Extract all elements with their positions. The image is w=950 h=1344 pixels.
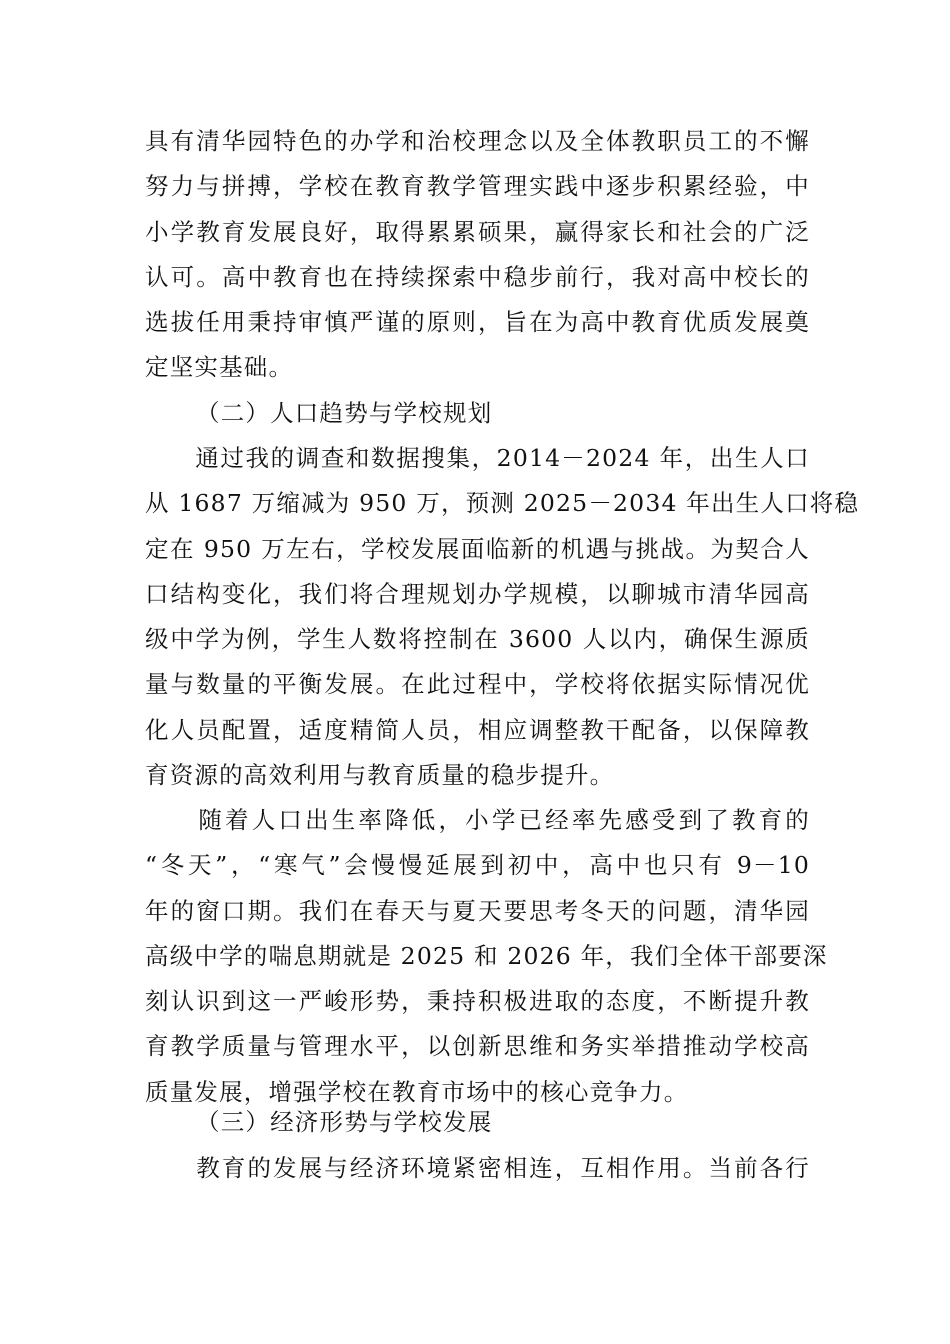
paragraph-line: 教育的发展与经济环境紧密相连，互相作用。当前各行	[145, 1154, 810, 1182]
paragraph-line: 随着人口出生率降低，小学已经率先感受到了教育的	[145, 806, 810, 834]
paragraph-line: 小学教育发展良好，取得累累硕果，赢得家长和社会的广泛	[145, 217, 810, 246]
paragraph-line: 高级中学的喘息期就是 2025 和 2026 年，我们全体干部要深	[145, 941, 828, 970]
paragraph-line: 化人员配置，适度精简人员，相应调整教干配备，以保障教	[145, 715, 810, 744]
paragraph-line: 从 1687 万缩减为 950 万，预测 2025－2034 年出生人口将稳	[145, 489, 860, 518]
paragraph-1	[145, 119, 810, 391]
paragraph-line: 具有清华园特色的办学和治校理念以及全体教职员工的不懈	[145, 127, 810, 155]
paragraph-line: 育资源的高效利用与教育质量的稳步提升。	[145, 761, 615, 790]
section-heading-2: （二）人口趋势与学校规划	[196, 399, 493, 427]
paragraph-line: 选拔任用秉持审慎严谨的原则，旨在为高中教育优质发展奠	[145, 308, 810, 337]
paragraph-3	[145, 798, 828, 1115]
paragraph-2	[145, 436, 860, 798]
paragraph-line: 育教学质量与管理水平，以创新思维和务实举措推动学校高	[145, 1032, 810, 1061]
paragraph-line: 刻认识到这一严峻形势，秉持积极进取的态度，不断提升教	[145, 987, 810, 1016]
paragraph-line: 质量发展，增强学校在教育市场中的核心竞争力。	[145, 1077, 689, 1106]
paragraph-line: 口结构变化，我们将合理规划办学规模，以聊城市清华园高	[145, 579, 810, 608]
paragraph-line: 级中学为例，学生人数将控制在 3600 人以内，确保生源质	[145, 625, 810, 654]
paragraph-line: 定在 950 万左右，学校发展面临新的机遇与挑战。为契合人	[145, 534, 810, 563]
section-heading-3: （三）经济形势与学校发展	[196, 1108, 493, 1136]
paragraph-4	[145, 1146, 810, 1191]
paragraph-line: “冬天”，“寒气”会慢慢延展到初中，高中也只有 9－10	[145, 851, 810, 880]
paragraph-line: 通过我的调查和数据搜集，2014－2024 年，出生人口	[145, 444, 810, 472]
paragraph-line: 认可。高中教育也在持续探索中稳步前行，我对高中校长的	[145, 262, 810, 291]
paragraph-line: 定坚实基础。	[145, 353, 294, 382]
paragraph-line: 努力与拼搏，学校在教育教学管理实践中逐步积累经验，中	[145, 172, 810, 201]
paragraph-line: 年的窗口期。我们在春天与夏天要思考冬天的问题，清华园	[145, 896, 810, 925]
paragraph-line: 量与数量的平衡发展。在此过程中，学校将依据实际情况优	[145, 670, 810, 699]
